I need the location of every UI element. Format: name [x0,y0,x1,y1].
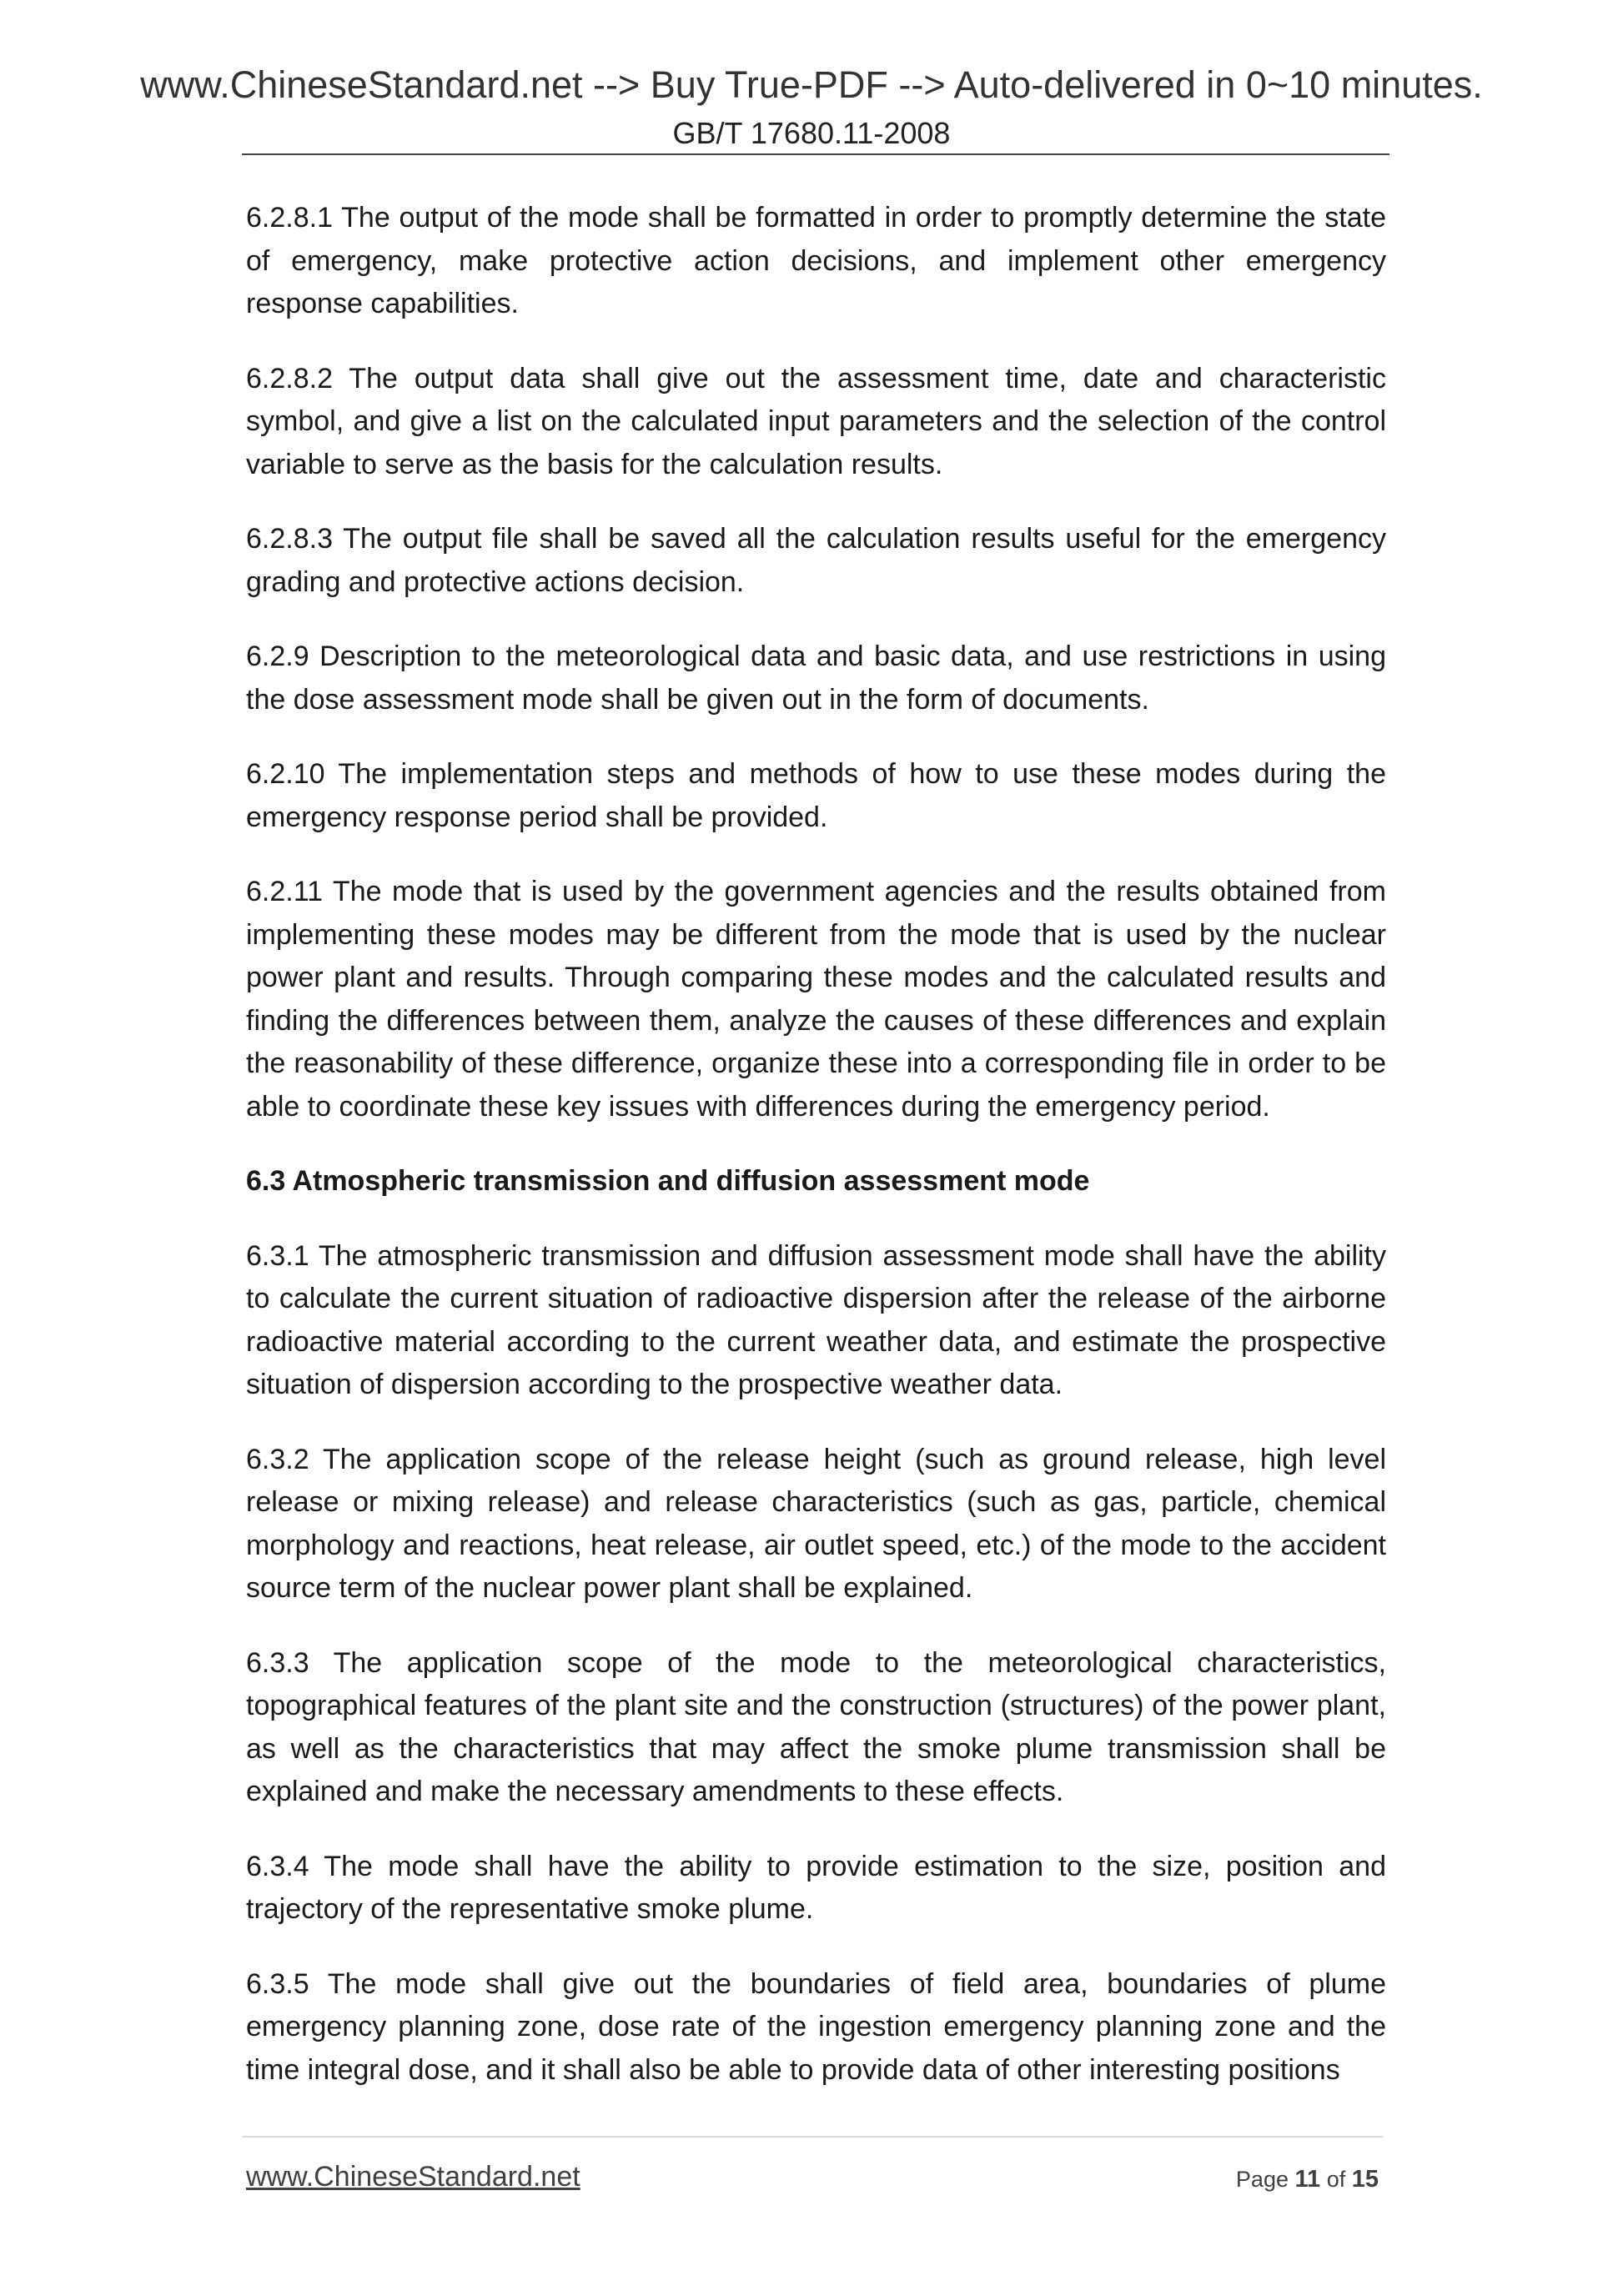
clause-6-2-10: 6.2.10 The implementation steps and methods of how to use these modes during the emergency response period shall be provided. [246,758,1386,833]
standard-code: GB/T 17680.11-2008 [672,116,951,150]
site-banner: www.ChineseStandard.net --> Buy True-PDF --> Auto-delivered in 0~10 minutes. [140,63,1483,106]
clause-6-3-4: 6.3.4 The mode shall have the ability to provide estimation to the size, position and trajectory of the representative smoke plume. [246,1850,1386,1925]
document-body [246,197,1386,2123]
page-word: Page [1235,2167,1289,2192]
of-word: of [1326,2167,1346,2192]
clause-6-2-8-3: 6.2.8.3 The output file shall be saved all the calculation results useful for the emergency grading and protective actions decision. [246,523,1386,598]
section-heading-6-3: 6.3 Atmospheric transmission and diffusion assessment mode [246,1165,1090,1197]
clause-6-2-8-1: 6.2.8.1 The output of the mode shall be formatted in order to promptly determine the state of emergency, make protective action decisions, and implement other emergency response capabilities. [246,202,1386,319]
clause-6-3-2: 6.3.2 The application scope of the release height (such as ground release, high level release or mixing release) and release characteristics (such as gas, particle, chemical morphology and reactions, heat release, air outlet speed, etc.) of the mode to the accident source term of the nuclear power plant shall be explained. [246,1443,1386,1604]
footer-divider [242,2136,1383,2138]
clause-6-2-9: 6.2.9 Description to the meteorological data and basic data, and use restrictions in using the dose assessment mode shall be given out in the form of documents. [246,641,1386,716]
total-pages: 15 [1351,2166,1379,2193]
footer-site-link[interactable]: www.ChineseStandard.net [246,2161,580,2193]
clause-6-3-5: 6.3.5 The mode shall give out the boundaries of field area, boundaries of plume emergency planning zone, dose rate of the ingestion emergency planning zone and the time integral dose, and it shall also be able to provide data of other interesting positions [246,1967,1386,2086]
current-page: 11 [1294,2166,1321,2193]
page-number [1236,2165,1379,2193]
clause-6-2-8-2: 6.2.8.2 The output data shall give out the assessment time, date and characteristic symbol, and give a list on the calculated input parameters and the selection of the control variable to serve as the basis for the calculation results. [246,362,1386,480]
clause-6-3-3: 6.3.3 The application scope of the mode to the meteorological characteristics, topographical features of the plant site and the construction (structures) of the power plant, as well as the characteristics that may affect the smoke plume transmission shall be explained and make the necessary amendments to these effects. [246,1646,1386,1807]
header-divider [242,153,1389,155]
clause-6-3-1: 6.3.1 The atmospheric transmission and diffusion assessment mode shall have the ability to calculate the current situation of radioactive dispersion after the release of the airborne radioactive material according to the current weather data, and estimate the prospective situation of dispersion according to the prospective weather data. [246,1239,1386,1400]
clause-6-2-11: 6.2.11 The mode that is used by the government agencies and the results obtained from implementing these modes may be different from the mode that is used by the nuclear power plant and results. Through comparing these modes and the calculated results and finding the differences between them, analyze the causes of these differences and explain the reasonability of these difference, organize these into a corresponding file in order to be able to coordinate these key issues with differences during the emergency period. [246,876,1386,1123]
